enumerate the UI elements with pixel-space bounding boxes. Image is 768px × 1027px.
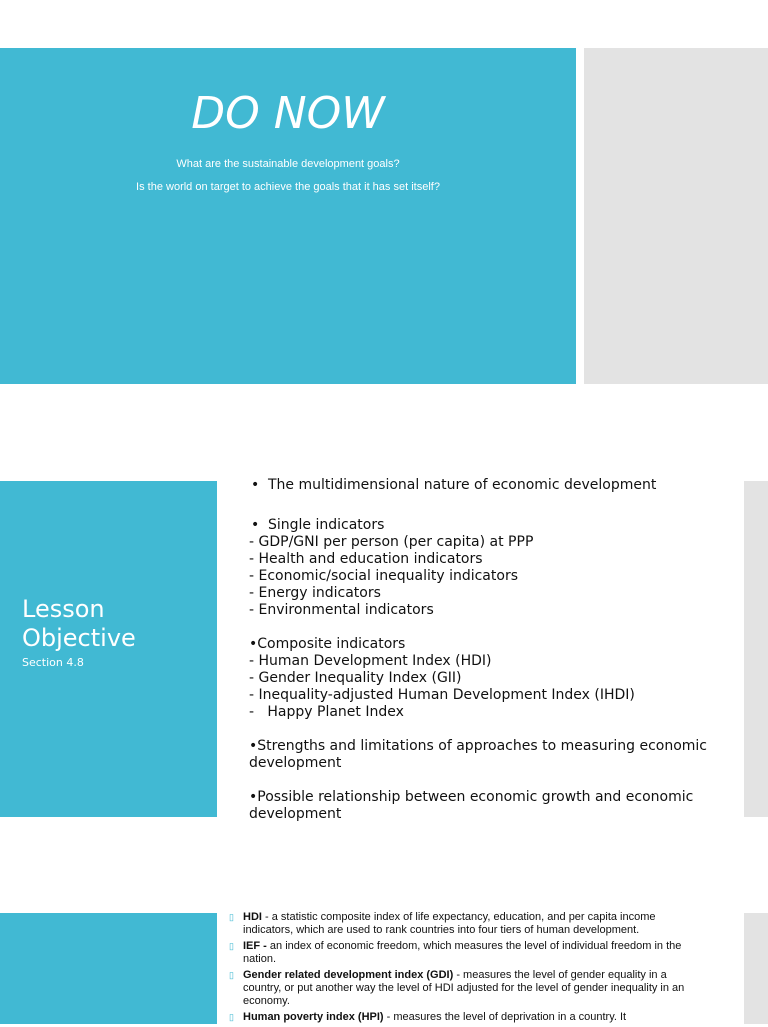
indicator-line: - Health and education indicators xyxy=(249,551,483,567)
objective-item: •Possible relationship between economic growth and economic development xyxy=(249,789,694,822)
definition-text: an index of economic freedom, which measures the level of individual freedom in the nation. xyxy=(243,940,682,965)
objective-item xyxy=(249,477,729,494)
slide-title: DO NOW xyxy=(191,88,385,139)
definition-term: HDI xyxy=(243,911,262,923)
lesson-objective-panel xyxy=(0,481,217,817)
definition-text: - measures the level of gender equality in a country, or put another way the level of HDI adjusted for the level of gender inequality in an economy. xyxy=(243,969,685,1007)
indicator-line: - Inequality-adjusted Human Development Index (IHDI) xyxy=(249,687,635,703)
question-2: Is the world on target to achieve the goals that it has set itself? xyxy=(136,181,440,193)
objective-item: •Strengths and limitations of approaches to measuring economic development xyxy=(249,738,708,771)
objective-text: •Composite indicators xyxy=(249,636,406,652)
square-bullet-icon: ▯ xyxy=(229,941,234,951)
objective-list xyxy=(249,477,729,840)
definition-text: - measures the level of deprivation in a country. It xyxy=(383,1011,627,1023)
definitions-list xyxy=(229,911,701,1027)
indicator-line: - Gender Inequality Index (GII) xyxy=(249,670,462,686)
objective-item xyxy=(249,517,729,619)
title-line: Objective xyxy=(22,624,136,652)
objective-text: Single indicators xyxy=(268,517,385,533)
indicator-line: - Economic/social inequality indicators xyxy=(249,568,518,584)
definition-term: IEF - xyxy=(243,940,267,952)
definition-item xyxy=(229,940,701,966)
side-panel xyxy=(744,481,768,817)
do-now-slide xyxy=(0,48,576,384)
side-panel xyxy=(584,48,768,384)
definition-text: - a statistic composite index of life expectancy, education, and per capita income indicators, which are used to rank countries into four tiers of human development. xyxy=(243,911,656,936)
title-line: Lesson xyxy=(22,595,105,623)
indicator-line: - Energy indicators xyxy=(249,585,381,601)
indicator-line: - Happy Planet Index xyxy=(249,704,404,720)
square-bullet-icon: ▯ xyxy=(229,970,234,980)
definition-term: Gender related development index (GDI) xyxy=(243,969,454,981)
definitions-panel xyxy=(0,913,217,1024)
slide-title xyxy=(22,595,136,653)
bullet: • xyxy=(251,477,260,493)
square-bullet-icon: ▯ xyxy=(229,1012,234,1022)
definition-item xyxy=(229,911,701,937)
side-panel xyxy=(744,913,768,1024)
slide-subtitle: Section 4.8 xyxy=(22,656,84,669)
indicator-line: - GDP/GNI per person (per capita) at PPP xyxy=(249,534,534,550)
question-1: What are the sustainable development goals? xyxy=(176,158,400,170)
definition-item xyxy=(229,1011,701,1024)
square-bullet-icon: ▯ xyxy=(229,912,234,922)
indicator-line: - Human Development Index (HDI) xyxy=(249,653,492,669)
definition-term: Human poverty index (HPI) xyxy=(243,1011,384,1023)
indicator-line: - Environmental indicators xyxy=(249,602,434,618)
objective-item xyxy=(249,636,729,721)
bullet: • xyxy=(251,517,260,533)
objective-text: The multidimensional nature of economic development xyxy=(268,477,657,493)
definition-item xyxy=(229,969,701,1008)
